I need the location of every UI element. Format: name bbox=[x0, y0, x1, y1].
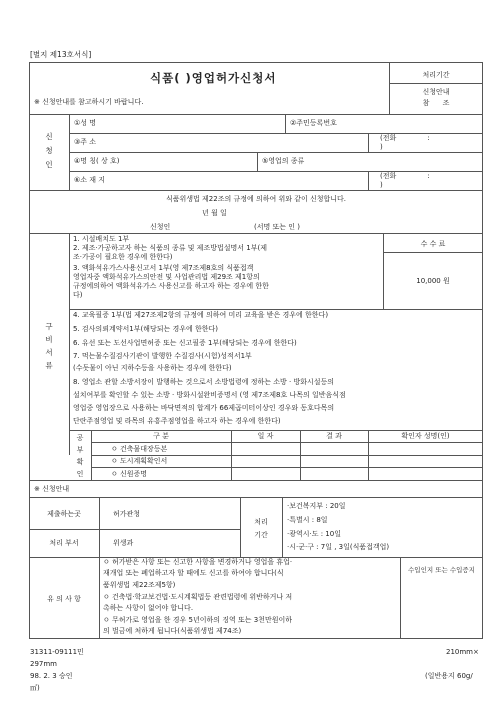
period-local: ·시·군·구 : 7일 , 3일(식품접객업) bbox=[287, 543, 390, 551]
field-location-label: ⑥소 재 지 bbox=[74, 176, 106, 184]
footer-size-1: 210mm× bbox=[446, 648, 479, 656]
verification-header-date: 일 자 bbox=[257, 432, 274, 440]
period-special-city: ·특별시 : 8일 bbox=[287, 516, 328, 524]
document-item: 3. 액화석유가스사용신고서 1부(영 제7조제8호의 식품접객 bbox=[73, 264, 254, 272]
declaration-text: 식품위생법 제22조의 규정에 의하여 위와 같이 신청합니다. bbox=[165, 195, 346, 203]
field-phone-2: (전화 : ) bbox=[380, 172, 430, 189]
document-item: 8. 영업소 관할 소방서장이 발행하는 것으로서 소방법령에 정하는 소방 · 방화시설등의 bbox=[73, 378, 335, 386]
footer-approval: 98. 2. 3 승인 bbox=[30, 672, 73, 680]
verification-row-building: ㅇ 건축물대장등본 bbox=[111, 445, 168, 453]
document-item: 조·가공이 필요한 경우에 한한다) bbox=[73, 253, 173, 261]
verification-header-category: 구 분 bbox=[153, 432, 169, 440]
footer-code: 31311-09111민 bbox=[30, 648, 84, 656]
document-item: 6. 유선 또는 도선사업면허증 또는 신고필증 1부(해당되는 경우에 한한다) bbox=[73, 339, 297, 347]
document-item: 5. 검사의뢰계약서1부(해당되는 경우에 한한다) bbox=[73, 325, 218, 333]
note-line: 의 벌금에 처하게 됩니다(식품위생법 제74조) bbox=[103, 627, 242, 635]
public-verification-label: 공 부 확 인 bbox=[76, 434, 84, 478]
footer-paper-1: (일반용지 60g/ bbox=[425, 672, 473, 680]
document-item: 2. 제조·가공하고자 하는 식품의 종류 및 제조방법설명서 1부(제 bbox=[73, 244, 267, 252]
verification-row-identity: ㅇ 신원증명 bbox=[111, 470, 148, 478]
notice-text: ※ 신청안내를 참고하시기 바랍니다. bbox=[34, 98, 144, 106]
note-line: 촉하는 사항이 없어야 합니다. bbox=[103, 604, 194, 612]
document-item: 규정에의하여 액화석유가스 사용신고를 하고자 하는 경우에 한한 bbox=[73, 282, 269, 290]
processing-period-value: 신청안내 참 조 bbox=[422, 88, 450, 107]
period-label: 처리 기간 bbox=[254, 518, 268, 539]
processing-period-label: 처리기간 bbox=[422, 71, 450, 79]
document-item: 다) bbox=[73, 291, 83, 299]
signer-hint: (서명 또는 인 ) bbox=[254, 223, 300, 231]
verification-header-result: 결 과 bbox=[326, 432, 342, 440]
document-item: (수돗물이 아닌 지하수등을 사용하는 경우에 한한다) bbox=[73, 364, 232, 372]
field-address-label: ③주 소 bbox=[74, 138, 97, 146]
field-rrn-label: ②주민등록번호 bbox=[290, 119, 337, 127]
period-province: ·광역시·도 : 10일 bbox=[287, 530, 341, 538]
submit-to-value: 허가관청 bbox=[113, 510, 141, 518]
guide-header: ※ 신청안내 bbox=[34, 485, 70, 493]
fee-label: 수 수 료 bbox=[420, 240, 446, 248]
verification-header-checker: 확인자 성명(인) bbox=[401, 432, 450, 440]
notes-label: 유 의 사 항 bbox=[47, 595, 81, 603]
note-line: 품위생법 제22조제5항) bbox=[103, 581, 176, 589]
document-item: 영업중 영업장으로 사용하는 바닥면적의 합계가 66제곱미터이상인 경우와 동호다목의 bbox=[73, 404, 335, 412]
period-ministry: ·보건복지부 : 20일 bbox=[287, 502, 346, 510]
signer-label: 신청인 bbox=[150, 223, 171, 231]
department-label: 처리 부서 bbox=[49, 539, 79, 547]
footer-paper-2: ㎡) bbox=[30, 684, 40, 692]
document-item: 4. 교육필증 1부(법 제27조제2항의 규정에 의하여 미리 교육을 받은 경우에 한한다) bbox=[73, 311, 329, 319]
revenue-stamp-label: 수입인지 또는 수입증지 bbox=[408, 566, 475, 574]
note-line: ㅇ 허가받은 사항 또는 신고한 사항을 변경하거나 영업을 휴업· bbox=[103, 558, 293, 566]
document-item: 영업자중 액화석유가스의안전 및 사업관리법 제29조 제1항의 bbox=[73, 273, 260, 281]
field-business-name-label: ④명 칭( 상 호) bbox=[74, 157, 120, 165]
fee-value: 10,000 원 bbox=[416, 277, 450, 285]
field-phone-1: (전화 : ) bbox=[380, 134, 430, 151]
note-line: ㅇ 무허가로 영업을 한 경우 5년이하의 징역 또는 3천만원이하 bbox=[103, 616, 292, 624]
field-business-type-label: ⑤영업의 종류 bbox=[262, 157, 305, 165]
department-value: 위생과 bbox=[113, 539, 134, 547]
document-item: 7. 먹는물수질검사기관이 발행한 수질검사(시험)성적서1부 bbox=[73, 352, 252, 360]
footer-size-2: 297mm bbox=[30, 660, 57, 668]
note-line: 재개업 또는 폐업하고자 할 때에도 신고를 하여야 합니다(식 bbox=[103, 569, 284, 577]
documents-section-label: 구 비 서 류 bbox=[45, 322, 53, 370]
date-line: 년 월 일 bbox=[202, 209, 227, 217]
document-item: 설치여부를 확인할 수 있는 소방 · 방화시설완비증명서 (영 제7조제8호 나목의 일반음식점 bbox=[73, 391, 346, 399]
applicant-section-label: 신 청 인 bbox=[45, 132, 53, 169]
note-line: ㅇ 건축법·학교보건법·도시계획법등 관련법령에 위반하거나 저 bbox=[103, 593, 293, 601]
submit-to-label: 제출하는곳 bbox=[47, 510, 81, 518]
form-number: [별지 제13호서식] bbox=[30, 50, 92, 59]
document-item: 단란주점영업 및 라목의 유흥주점영업을 하고자 하는 경우에 한한다) bbox=[73, 417, 281, 425]
verification-row-city-plan: ㅇ 도시계획확인서 bbox=[111, 457, 168, 465]
field-name-label: ①성 명 bbox=[74, 119, 97, 127]
form-title: 식품( )영업허가신청서 bbox=[150, 71, 277, 85]
document-item: 1. 시설배치도 1부 bbox=[73, 235, 130, 243]
